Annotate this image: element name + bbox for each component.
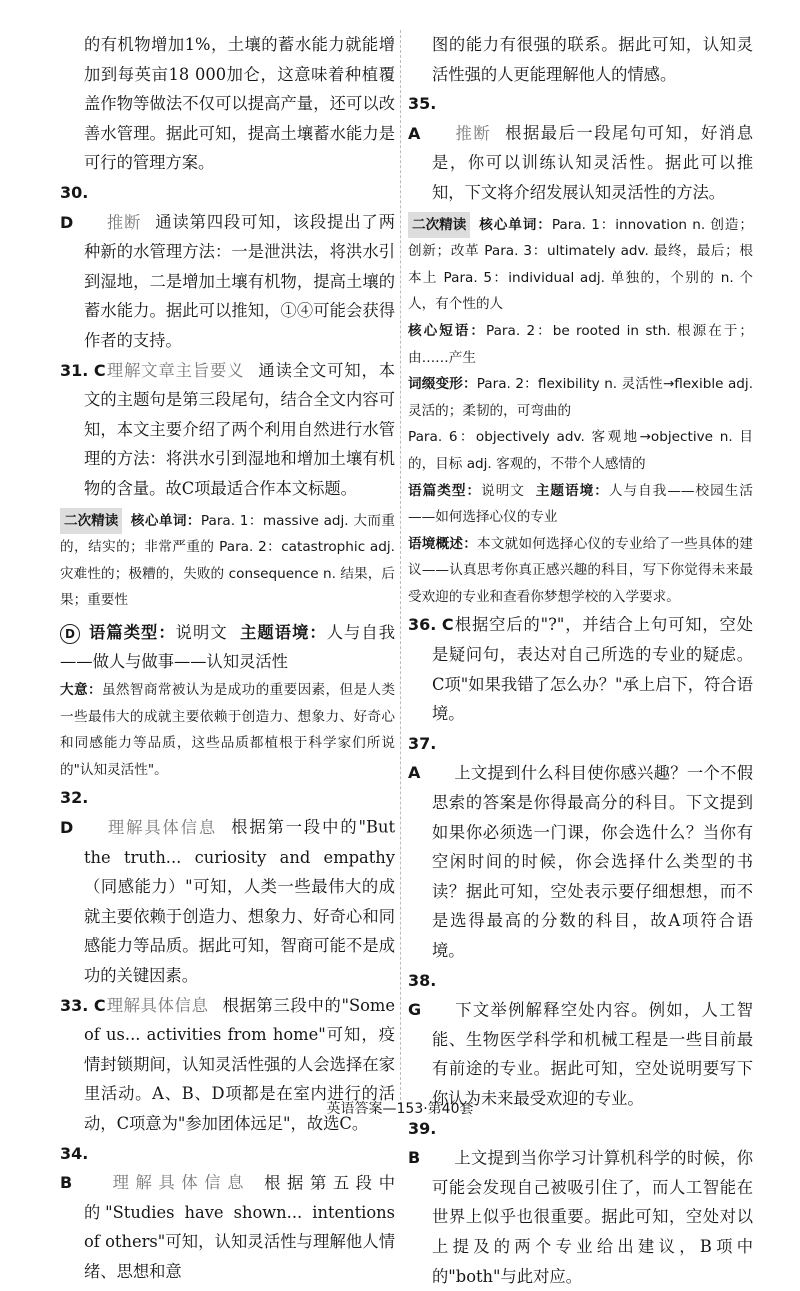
answer-31 [60,356,395,504]
context-value: 人与自我——校园生活——如何选择心仪的专业 [408,482,754,526]
genre-block [408,478,753,531]
answer-number: 35. A [408,94,437,143]
answer-39 [408,1114,753,1291]
context-label: 主题语境： [240,622,327,642]
core-phrases [408,318,753,371]
morphology-text: Para. 2：flexibility n. 灵活性→flexible adj. 灵活的；柔韧的，可弯曲的 [408,376,754,419]
answer-38 [408,966,753,1114]
summary-label: 大意： [60,682,102,699]
answer-35 [408,89,753,207]
answer-number: 33. C [60,995,106,1015]
answer-explanation: 根据第五段中的"Studies have shown... intentions of others"可知，认知灵活性与理解他人情绪、思想和意 [84,1173,395,1281]
genre-value: 说明文 [175,622,228,642]
answer-number: 36. C [408,615,454,635]
passage-d-icon: D [60,624,80,644]
core-words-heading: 核心单词： [478,216,552,233]
answer-number: 39. B [408,1118,437,1168]
second-reading-label: 二次精读 [408,212,470,239]
question-type: 理解具体信息 [106,995,209,1015]
continued-text: 图的能力有很强的联系。据此可知，认知灵活性强的人更能理解他人的情感。 [432,35,753,84]
column-divider [400,30,401,1105]
answer-32 [60,783,395,990]
question-type: 推断 [454,123,492,143]
answer-explanation: 上文提到什么科目使你感兴趣？一个不假思索的答案是你得最高分的科目。下文提到如果你必须选一门课，你会选什么？当你有空闲时间的时候，你会选择什么类型的书读？据此可知，空处表示要仔细想想，而不是选得最高的分数的科目，故A项符合语境。 [432,763,753,960]
question-type: 理解具体信息 [106,818,218,838]
overview-text: 本文就如何选择心仪的专业给了一些具体的建议——认真思考你真正感兴趣的科目，写下你觉得未来最受欢迎的专业和查看你梦想学校的入学要求。 [408,535,754,605]
second-reading-label: 二次精读 [60,508,122,535]
answer-number: 32. D [60,788,89,838]
second-reading-block [60,508,395,614]
core-phrases-text: Para. 2：be rooted in sth. 根源在于；由……产生 [408,322,754,366]
morphology-label: 词缀变形： [408,376,477,393]
summary-block [60,677,395,783]
answer-30 [60,178,395,356]
answer-number: 38. G [408,970,437,1020]
answer-explanation: 通读第四段可知，该段提出了两种新的水管理方法：一是泄洪法，将洪水引到湿地，二是增加土壤有机物，提高土壤的蓄水能力。据此可以推知，①④可能会获得作者的支持。 [84,212,395,350]
answer-number: 34. B [60,1143,89,1193]
core-words-heading: 核心单词： [130,512,201,529]
overview-block [408,531,753,611]
genre-label: 语篇类型： [408,482,482,499]
answer-explanation: 根据最后一段尾句可知，好消息是，你可以训练认知灵活性。据此可以推知，下文将介绍发展认知灵活性的方法。 [432,123,753,202]
question-type: 推断 [106,212,142,232]
question-type: 理解文章主旨要义 [106,360,245,380]
answer-number: 30. D [60,182,89,232]
answer-37 [408,729,753,966]
answer-number: 31. C [60,360,106,380]
genre-value: 说明文 [481,482,525,499]
genre-label: 语篇类型： [88,622,176,642]
answer-number: 37. A [408,733,437,783]
morphology [408,371,753,424]
answer-explanation: 根据第三段中的"Some of us... activities from home"可知，疫情封锁期间，认知灵活性强的人会选择在家里活动。A、B、D项都是在室内进行的活动，C项意为"参加团体远足"，故选C。 [84,995,395,1133]
context-label: 主题语境： [535,482,609,499]
answer-34 [60,1139,395,1287]
core-phrases-label: 核心短语： [408,322,486,339]
core-words-text: Para. 1：innovation n. 创造；创新；改革 Para. 3：ultimately adv. 最终，最后；根本上 Para. 5：individual adj. 单独的，个别的 n. 个人，有个性的人 [408,216,754,313]
passage-d-header [60,618,395,677]
question-type: 理解具体信息 [106,1173,251,1193]
core-words-text: Para. 1：massive adj. 大而重的，结实的；非常严重的 Para. 2：catastrophic adj. 灾难性的；极糟的，失败的 consequence n. 结果，后果；重要性 [60,512,396,609]
continued-text: 的有机物增加1%，土壤的蓄水能力就能增加到每英亩18 000加仑，这意味着种植覆盖作物等做法不仅可以提高产量，还可以改善水管理。据此可知，提高土壤蓄水能力是可行的管理方案。 [84,35,395,173]
answer-explanation: 根据空后的"?"，并结合上句可知，空处是疑问句，表达对自己所选的专业的疑虑。C项"如果我错了怎么办？"承上启下，符合语境。 [432,615,753,724]
page-footer: 英语答案—153·第40套 [326,1101,474,1117]
answer-explanation: 根据第一段中的"But the truth... curiosity and empathy（同感能力）"可知，人类一些最伟大的成就主要依赖于创造力、想象力、好奇心和同感能力等品质。据此可知，智商可能不是成功的关键因素。 [84,818,395,985]
summary-text: 虽然智商常被认为是成功的重要因素，但是人类一些最伟大的成就主要依赖于创造力、想象力、好奇心和同感能力等品质，这些品质都植根于科学家们所说的"认知灵活性"。 [60,682,396,778]
morphology-2: Para. 6：objectively adv. 客观地→objective n. 目的，目标 adj. 客观的，不带个人感情的 [408,429,753,472]
context-value: 人与自我——做人与做事——认知灵活性 [60,622,395,672]
overview-label: 语境概述： [408,535,478,552]
answer-explanation: 上文提到当你学习计算机科学的时候，你可能会发现自己被吸引住了，而人工智能在世界上似乎也很重要。据此可知，空处对以上提及的两个专业给出建议，B项中的"both"与此对应。 [432,1148,753,1286]
answer-explanation: 通读全文可知，本文的主题句是第三段尾句，结合全文内容可知，本文主要介绍了两个利用自然进行水管理的方法：将洪水引到湿地和增加土壤有机物的含量。故C项最适合作本文标题。 [84,360,395,498]
answer-36 [408,610,753,728]
second-reading-block [408,212,753,318]
answer-explanation: 下文举例解释空处内容。例如，人工智能、生物医学科学和机械工程是一些目前最有前途的专业。据此可知，空处说明要写下你认为未来最受欢迎的专业。 [432,1000,753,1108]
